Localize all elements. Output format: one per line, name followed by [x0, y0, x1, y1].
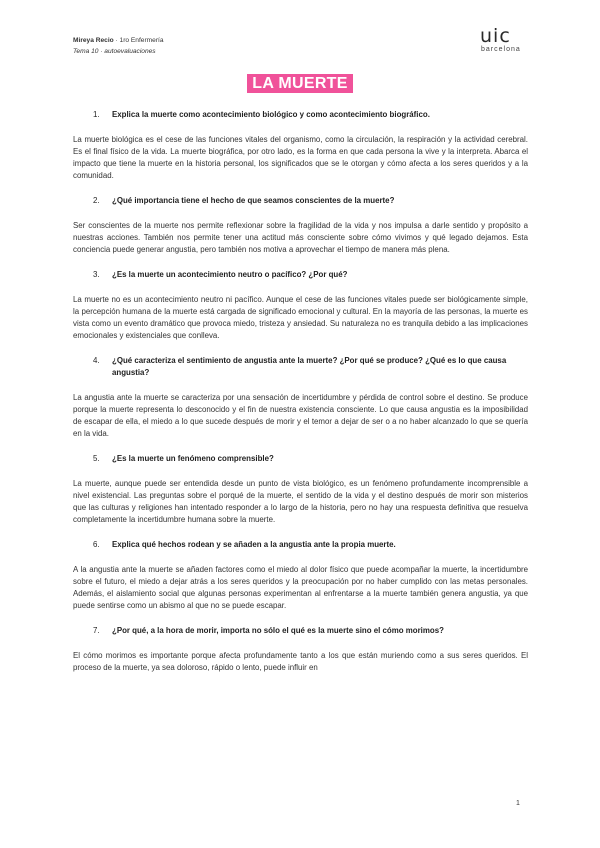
answer-3: La muerte no es un acontecimiento neutro ni pacífico. Aunque el cese de las funciones vitales puede ser biológicamente simple, la percepción humana de la muerte está cargada de significado emocional y cultural. En la mayoría de las personas, la muerte es vista como un evento dramático que provoca miedo, tristeza y ansiedad. Su naturaleza no es tranquila debido a las implicaciones emocionales y existenciales que conlleva. [73, 295, 528, 340]
page-number: 1 [516, 800, 520, 807]
question-2 [93, 195, 528, 207]
logo-city: barcelona [481, 46, 521, 53]
question-text: ¿Qué importancia tiene el hecho de que seamos conscientes de la muerte? [112, 196, 395, 205]
topic-label: Tema 10 · autoevaluaciones [73, 48, 156, 55]
answer-5: La muerte, aunque puede ser entendida desde un punto de vista biológico, es un fenómeno profundamente incomprensible a nivel existencial. Las preguntas sobre el porqué de la muerte, el sentido de la vida y el destino después de morir son misterios que las culturas y religiones han intentado responder a lo largo de la historia, pero no hay una respuesta definitiva que resuelva completamente la incertidumbre humana sobre la muerte. [73, 479, 528, 524]
question-number: 5. [93, 454, 100, 463]
questions-list [73, 109, 528, 687]
question-4 [93, 355, 528, 379]
answer-6: A la angustia ante la muerte se añaden factores como el miedo al dolor físico que puede acompañar la muerte, la incertidumbre sobre el futuro, el miedo a dejar atrás a los seres queridos y la preocupación por no haber cumplido con las metas personales. Además, el aislamiento social que algunas personas experimentan al enfrentarse a la muerte también genera angustia, ya que puede sentirse como un abismo al que no se puede escapar. [73, 565, 528, 610]
author-name: Mireya Recio [73, 37, 114, 44]
title-wrapper [0, 74, 600, 93]
answer-1: La muerte biológica es el cese de las funciones vitales del organismo, como la circulación, la respiración y la actividad cerebral. Es el final físico de la vida. La muerte biográfica, por otro lado, es la forma en que cada persona la vive y la interpreta. Abarca el impacto que tiene la muerte en la historia personal, los significados que se le otorgan y cómo afecta a los seres queridos y a la comunidad. [73, 135, 528, 180]
question-text: Explica la muerte como acontecimiento biológico y como acontecimiento biográfico. [112, 110, 430, 119]
question-number: 1. [93, 110, 100, 119]
answer-2: Ser conscientes de la muerte nos permite reflexionar sobre la fragilidad de la vida y nos impulsa a darle sentido y propósito a nuestras acciones. También nos permite tener una actitud más consciente sobre cómo vivimos y qué legado dejamos. Esta conciencia puede generar angustia, pero también nos motiva a aprovechar el tiempo de manera más plena. [73, 221, 528, 254]
question-number: 7. [93, 626, 100, 635]
answer-7: El cómo morimos es importante porque afecta profundamente tanto a los que están muriendo como a sus seres queridos. El proceso de la muerte, ya sea doloroso, rápido o lento, puede influir en [73, 651, 528, 672]
question-text: ¿Es la muerte un acontecimiento neutro o pacífico? ¿Por qué? [112, 270, 348, 279]
document-header [73, 35, 164, 57]
header-line-author [73, 35, 164, 46]
question-number: 6. [93, 540, 100, 549]
question-7 [93, 625, 528, 637]
question-3 [93, 269, 528, 281]
question-5 [93, 453, 528, 465]
question-1 [93, 109, 528, 121]
logo-mark: uic [480, 25, 511, 47]
uic-logo [480, 26, 530, 52]
question-text: Explica qué hechos rodean y se añaden a la angustia ante la propia muerte. [112, 540, 396, 549]
question-6 [93, 539, 528, 551]
question-text: ¿Es la muerte un fenómeno comprensible? [112, 454, 274, 463]
question-number: 2. [93, 196, 100, 205]
page-title: LA MUERTE [247, 74, 352, 93]
course-label: · 1ro Enfermería [113, 37, 164, 44]
answer-4: La angustia ante la muerte se caracteriza por una sensación de incertidumbre y pérdida de control sobre el destino. Se produce porque la muerte representa lo desconocido y el fin de nuestra existencia consciente. Lo que causa angustia es la imposibilidad de escapar de ella, el miedo a lo que sucede después de morir y el temor a dejar de ser o a no haber alcanzado lo que se quería en la vida. [73, 393, 528, 438]
question-text: ¿Qué caracteriza el sentimiento de angustia ante la muerte? ¿Por qué se produce? ¿Qué es lo que causa angustia? [112, 356, 507, 377]
question-text: ¿Por qué, a la hora de morir, importa no sólo el qué es la muerte sino el cómo morimos? [112, 626, 444, 635]
question-number: 3. [93, 270, 100, 279]
question-number: 4. [93, 356, 100, 365]
